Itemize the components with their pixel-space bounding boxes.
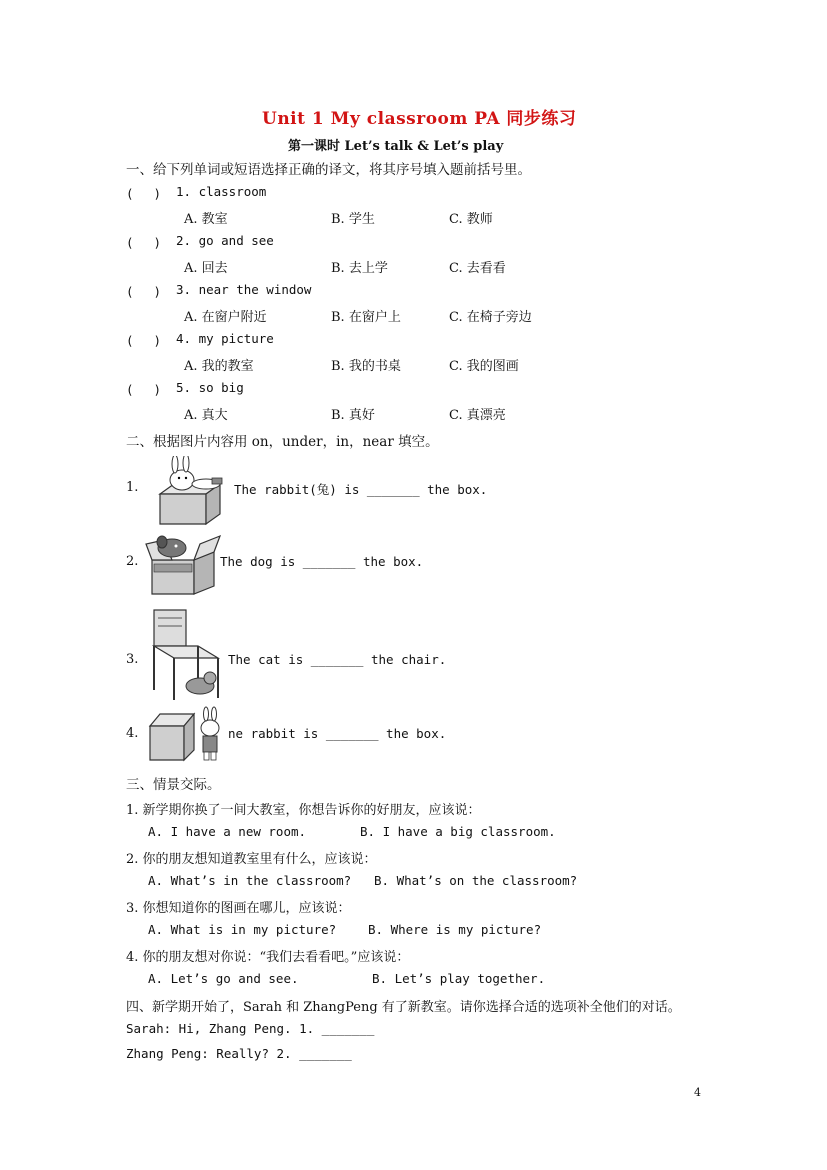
s1-q4-option-c: C. 我的图画 — [449, 359, 519, 374]
rabbit-near-box-image — [146, 706, 230, 764]
s1-q1-paren: ( ) — [126, 186, 162, 201]
s3-q2-option-b: B. What’s on the classroom? — [374, 873, 578, 888]
page-number: 4 — [694, 1086, 701, 1099]
s1-q2-text: 2. go and see — [176, 233, 274, 248]
s1-q3-paren: ( ) — [126, 284, 162, 299]
s1-q5-text: 5. so big — [176, 380, 244, 395]
s3-q3-prompt: 3. 你想知道你的图画在哪儿，应该说： — [126, 901, 351, 916]
s3-q3-option-a: A. What is in my picture? — [148, 922, 337, 937]
s1-q1-text: 1. classroom — [176, 184, 267, 199]
s1-q4-option-b: B. 我的书桌 — [331, 359, 401, 374]
s3-q1-prompt: 1. 新学期你换了一间大教室，你想告诉你的好朋友，应该说： — [126, 803, 481, 818]
s3-q4-prompt: 4. 你的朋友想对你说：“我们去看看吧。”应该说： — [126, 950, 410, 965]
s3-q3-option-b: B. Where is my picture? — [368, 922, 542, 937]
s1-q3-option-c: C. 在椅子旁边 — [449, 310, 532, 325]
s2-item2-number: 2. — [126, 554, 139, 569]
s3-q4-option-a: A. Let’s go and see. — [148, 971, 299, 986]
s1-q5-paren: ( ) — [126, 382, 162, 397]
section3-heading: 三、情景交际。 — [126, 777, 221, 793]
s1-q2-option-b: B. 去上学 — [331, 261, 388, 276]
s2-item2-text: The dog is _______ the box. — [220, 554, 424, 569]
section4-heading: 四、新学期开始了，Sarah 和 ZhangPeng 有了新教室。请你选择合适的选项补全他们的对话。 — [126, 1000, 681, 1015]
s2-item3-text: The cat is _______ the chair. — [228, 652, 447, 667]
s2-item4-text: ne rabbit is _______ the box. — [228, 726, 447, 741]
s1-q2-option-c: C. 去看看 — [449, 261, 506, 276]
s4-dialogue-line-2: Zhang Peng: Really? 2. _______ — [126, 1046, 352, 1061]
s1-q3-option-a: A. 在窗户附近 — [184, 310, 267, 325]
s1-q4-option-a: A. 我的教室 — [184, 359, 254, 374]
rabbit-on-box-image — [148, 456, 238, 528]
s3-q2-prompt: 2. 你的朋友想知道教室里有什么，应该说： — [126, 852, 377, 867]
s1-q1-option-b: B. 学生 — [331, 212, 375, 227]
s2-item1-number: 1. — [126, 480, 139, 495]
s2-item1-text: The rabbit(兔) is _______ the box. — [234, 482, 488, 497]
page-title: Unit 1 My classroom PA 同步练习 — [262, 109, 577, 129]
cat-under-chair-image — [148, 606, 224, 702]
s4-dialogue-line-1: Sarah: Hi, Zhang Peng. 1. _______ — [126, 1021, 375, 1036]
s1-q5-option-a: A. 真大 — [184, 408, 228, 423]
s1-q1-option-a: A. 教室 — [184, 212, 228, 227]
section2-heading: 二、根据图片内容用 on，under，in，near 填空。 — [126, 434, 439, 450]
s1-q2-option-a: A. 回去 — [184, 261, 228, 276]
s3-q2-option-a: A. What’s in the classroom? — [148, 873, 352, 888]
s1-q4-text: 4. my picture — [176, 331, 274, 346]
s2-item3-number: 3. — [126, 652, 139, 667]
s3-q1-option-a: A. I have a new room. — [148, 824, 307, 839]
s1-q4-paren: ( ) — [126, 333, 162, 348]
s2-item4-number: 4. — [126, 726, 139, 741]
s1-q5-option-b: B. 真好 — [331, 408, 375, 423]
s1-q1-option-c: C. 教师 — [449, 212, 493, 227]
s1-q2-paren: ( ) — [126, 235, 162, 250]
s3-q4-option-b: B. Let’s play together. — [372, 971, 546, 986]
dog-in-box-image — [144, 530, 224, 598]
s1-q3-option-b: B. 在窗户上 — [331, 310, 401, 325]
section1-heading: 一、给下列单词或短语选择正确的译文，将其序号填入题前括号里。 — [126, 162, 531, 178]
s3-q1-option-b: B. I have a big classroom. — [360, 824, 556, 839]
s1-q3-text: 3. near the window — [176, 282, 312, 297]
s1-q5-option-c: C. 真漂亮 — [449, 408, 506, 423]
lesson-subtitle: 第一课时 Let’s talk & Let’s play — [288, 139, 504, 154]
